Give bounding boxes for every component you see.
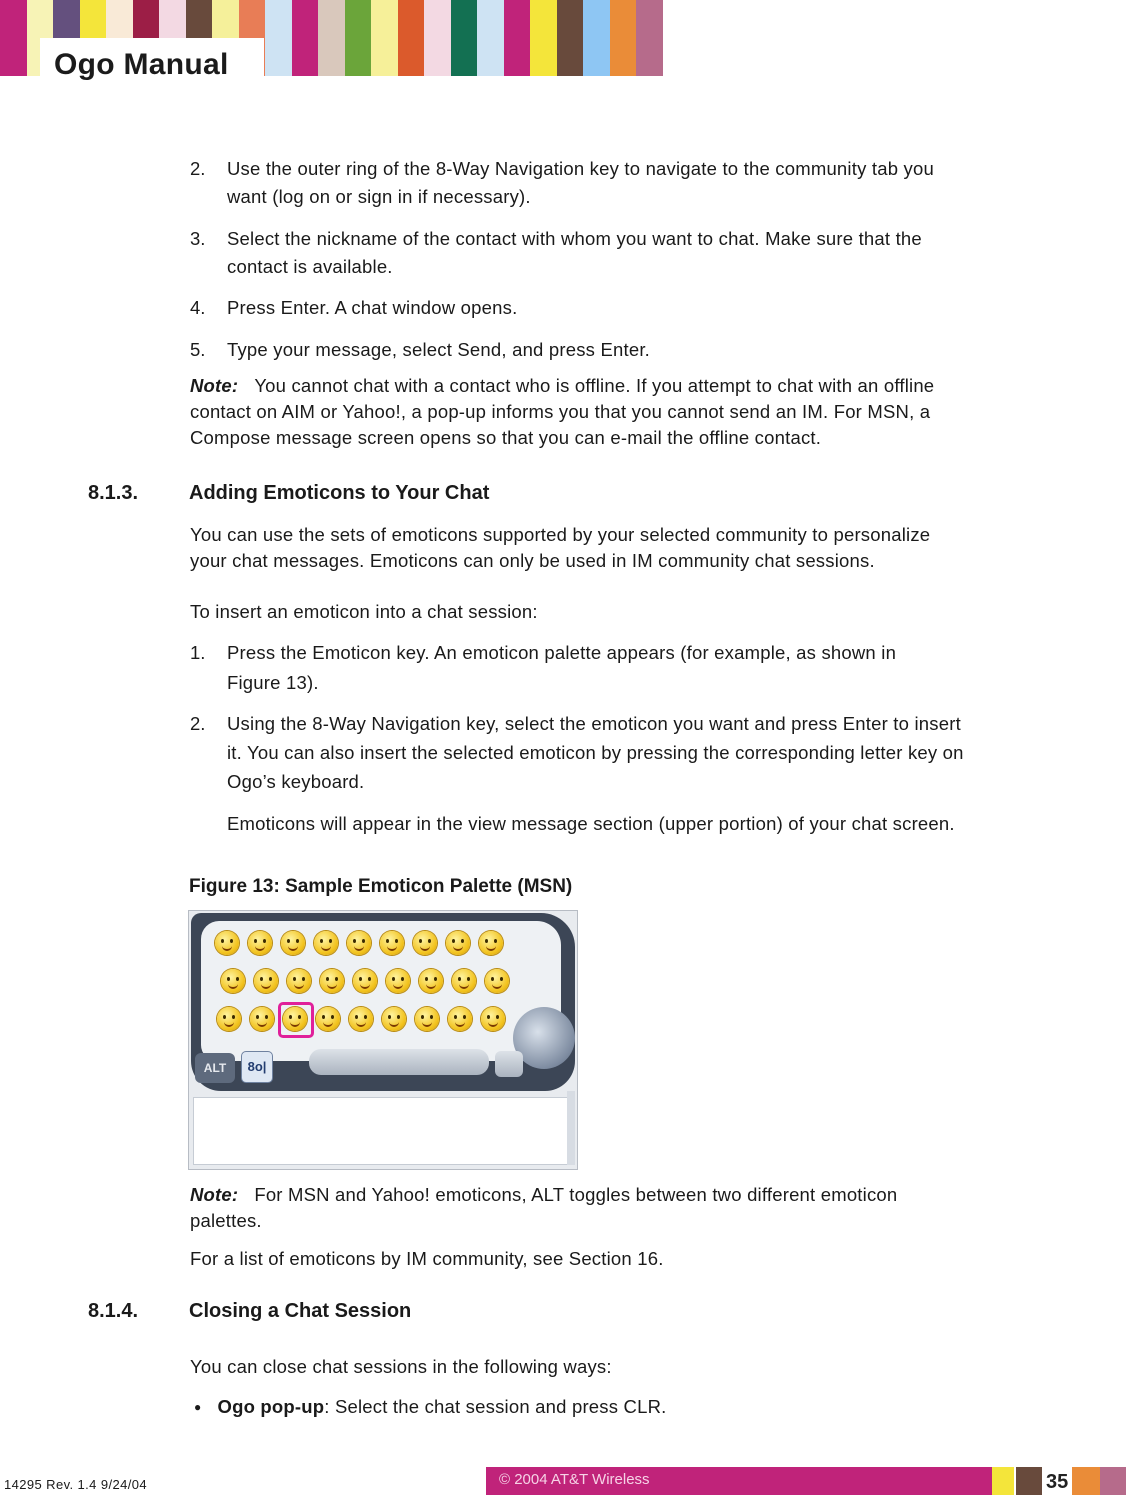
emoticon-icon (349, 1007, 373, 1031)
footer-square (1072, 1467, 1100, 1495)
emoticon-key: 8o| (241, 1051, 273, 1083)
page-number: 35 (1046, 1471, 1069, 1493)
alt-key: ALT (195, 1053, 235, 1083)
emoticon-icon (419, 969, 443, 993)
emoticon-icon (485, 969, 509, 993)
note-text: Compose message screen opens so that you can e-mail the offline contact. (190, 427, 822, 448)
note-label: Note: (190, 375, 239, 396)
header-stripe (345, 0, 372, 76)
emoticon-icon (481, 1007, 505, 1031)
section-number: 8.1.3. (88, 482, 139, 504)
figure-caption: Figure 13: Sample Emoticon Palette (MSN) (189, 876, 573, 897)
document-id: 14295 Rev. 1.4 9/24/04 (4, 1477, 147, 1492)
note-label: Note: (190, 1184, 239, 1205)
step-text: Ogo’s keyboard. (227, 771, 365, 792)
emoticon-icon (353, 969, 377, 993)
note-text: palettes. (190, 1210, 262, 1231)
step-number: 3. (190, 228, 206, 249)
step-number: 5. (190, 339, 206, 360)
paragraph: You can use the sets of emoticons supported by your selected community to personalize (190, 524, 931, 545)
copyright: © 2004 AT&T Wireless (499, 1471, 650, 1488)
emoticon-icon (281, 931, 305, 955)
header-stripe (0, 0, 27, 76)
emoticon-icon (446, 931, 470, 955)
emoticon-palette (201, 921, 561, 1061)
header-stripe (398, 0, 425, 76)
header-stripe (530, 0, 557, 76)
emoticon-icon (347, 931, 371, 955)
step-text: Press the Emoticon key. An emoticon palette appears (for example, as shown in (227, 642, 897, 663)
step-text: Select the nickname of the contact with whom you want to chat. Make sure that the (227, 228, 922, 249)
emoticon-icon (217, 1007, 241, 1031)
step-text: contact is available. (227, 256, 393, 277)
step-number: 2. (190, 713, 206, 734)
note-text: For MSN and Yahoo! emoticons, ALT toggles between two different emoticon (254, 1184, 898, 1205)
section-heading: Closing a Chat Session (189, 1300, 412, 1322)
header-stripe (292, 0, 319, 76)
note-line (190, 373, 934, 399)
emoticon-icon (415, 1007, 439, 1031)
header-stripe (318, 0, 345, 76)
note-text: contact on AIM or Yahoo!, a pop-up informs you that you cannot send an IM. For MSN, a (190, 401, 931, 422)
emoticon-icon (380, 931, 404, 955)
page-title: Ogo Manual (54, 48, 229, 81)
step-text: it. You can also insert the selected emoticon by pressing the corresponding letter key on (227, 742, 964, 763)
step-number: 2. (190, 158, 206, 179)
header-stripe (583, 0, 610, 76)
emoticon-icon (215, 931, 239, 955)
step-text: want (log on or sign in if necessary). (227, 186, 531, 207)
step-text: Press Enter. A chat window opens. (227, 297, 518, 318)
header-stripe (424, 0, 451, 76)
emoticon-icon (316, 1007, 340, 1031)
header-stripe (610, 0, 637, 76)
emoticon-icon (386, 969, 410, 993)
emoticon-palette-figure (188, 910, 578, 1170)
emoticon-icon (250, 1007, 274, 1031)
section-reference: For a list of emoticons by IM community, see Section 16. (190, 1248, 664, 1269)
emoticon-icon (452, 969, 476, 993)
step-text: Type your message, select Send, and press Enter. (227, 339, 650, 360)
footer-square (992, 1467, 1014, 1495)
emoticon-icon (413, 931, 437, 955)
bullet-label: Ogo pop-up (217, 1396, 325, 1417)
section-number: 8.1.4. (88, 1300, 139, 1322)
emoticon-icon (382, 1007, 406, 1031)
paragraph: To insert an emoticon into a chat session: (190, 601, 538, 622)
paragraph: You can close chat sessions in the following ways: (190, 1356, 612, 1377)
keyboard-key (495, 1051, 523, 1077)
emoticon-icon (287, 969, 311, 993)
selected-emoticon-highlight (278, 1002, 314, 1038)
header-stripe (265, 0, 292, 76)
bullet-text: : Select the chat session and press CLR. (324, 1396, 667, 1417)
footer-square (1100, 1467, 1126, 1495)
chat-screen-area (193, 1097, 569, 1165)
paragraph: your chat messages. Emoticons can only be used in IM community chat sessions. (190, 550, 875, 571)
scrollbar (567, 1091, 575, 1165)
header-stripe (371, 0, 398, 76)
emoticon-icon (248, 931, 272, 955)
step-text: Emoticons will appear in the view message section (upper portion) of your chat screen. (227, 813, 955, 834)
header-stripe (451, 0, 478, 76)
step-number: 1. (190, 642, 206, 663)
header-stripe (557, 0, 584, 76)
header-stripe (477, 0, 504, 76)
emoticon-icon (221, 969, 245, 993)
note-text: You cannot chat with a contact who is offline. If you attempt to chat with an offline (254, 375, 935, 396)
section-heading: Adding Emoticons to Your Chat (189, 482, 490, 504)
bullet-icon: ● (194, 1400, 202, 1414)
step-text: Figure 13). (227, 672, 319, 693)
bullet-item (194, 1392, 666, 1422)
emoticon-icon (254, 969, 278, 993)
spacebar-key (309, 1049, 489, 1075)
step-text: Using the 8-Way Navigation key, select the emoticon you want and press Enter to insert (227, 713, 961, 734)
footer-square (1016, 1467, 1042, 1495)
step-text: Use the outer ring of the 8-Way Navigation key to navigate to the community tab you (227, 158, 934, 179)
emoticon-icon (479, 931, 503, 955)
header-stripe (636, 0, 663, 76)
emoticon-icon (320, 969, 344, 993)
emoticon-icon (314, 931, 338, 955)
emoticon-icon (448, 1007, 472, 1031)
header-stripe (504, 0, 531, 76)
step-number: 4. (190, 297, 206, 318)
note-line (190, 1182, 897, 1208)
